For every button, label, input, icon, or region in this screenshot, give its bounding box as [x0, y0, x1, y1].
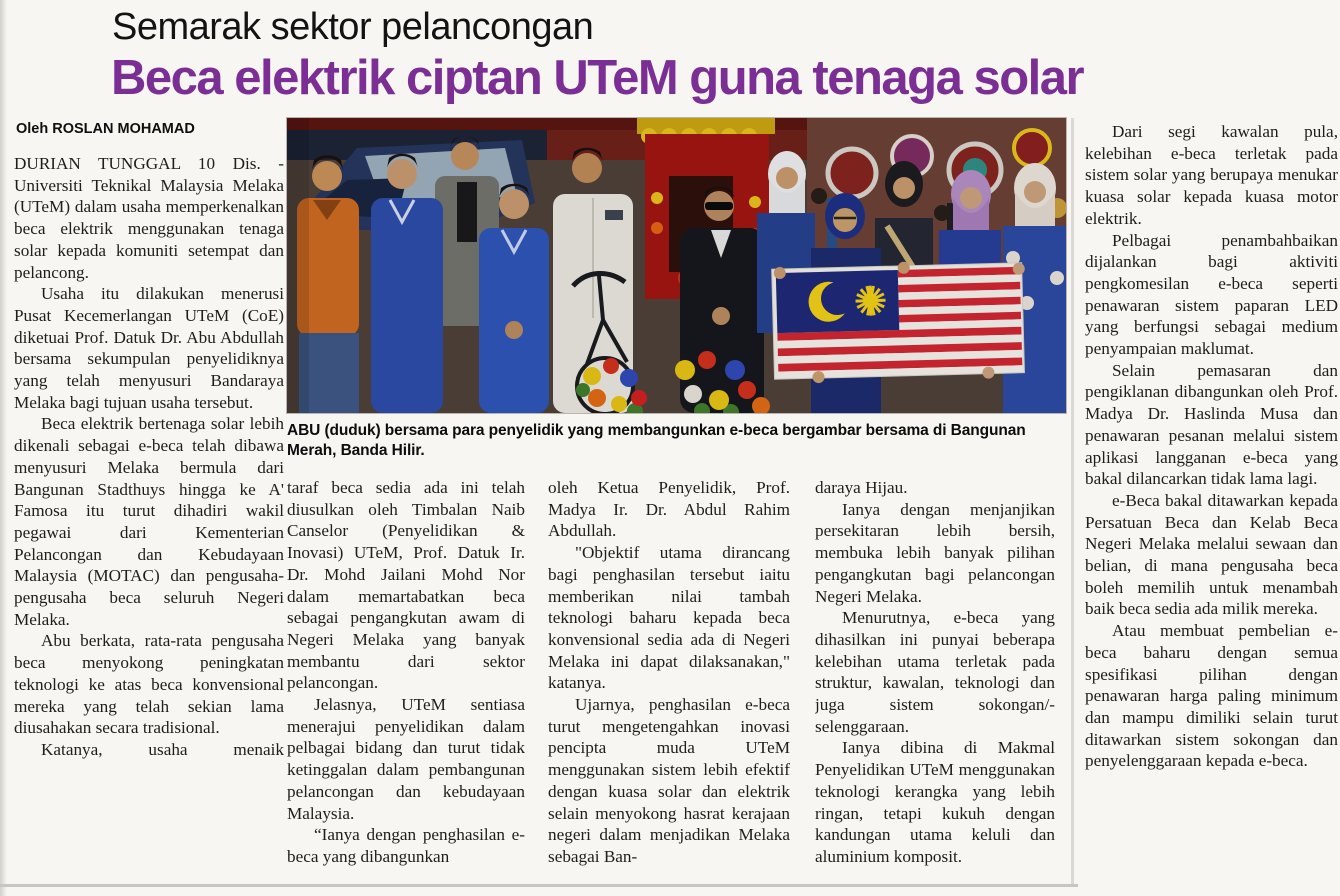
paragraph: Abu berkata, rata-rata pengusaha beca menyokong peningkatan teknologi ke atas beca konvensional mereka yang telah sekian lama diusahakan secara tradisional. — [14, 631, 284, 738]
paragraph: daraya Hijau. — [815, 478, 908, 497]
byline: Oleh ROSLAN MOHAMAD — [16, 121, 195, 137]
paragraph: taraf beca sedia ada ini telah diusulkan oleh Timbalan Naib Canselor (Penyelidikan & Inovasi) UTeM, Prof. Datuk Ir. Dr. Mohd Jailani Mohd Nor dalam memartabatkan beca sebagai pengangkutan awam di Negeri Melaka yang banyak membantu dari sektor pelancongan. — [287, 478, 525, 693]
paragraph: “Ianya dengan penghasilan e-beca yang dibangunkan — [287, 825, 525, 866]
paragraph: "Objektif utama dirancang bagi penghasilan tersebut iaitu memberikan nilai tambah teknologi baharu kepada beca konvensional sedia ada di Negeri Melaka ini dapat dilaksanakan," katanya. — [548, 543, 790, 693]
article-column-4 — [815, 477, 1055, 889]
paragraph: DURIAN TUNGGAL 10 Dis. - Universiti Teknikal Malaysia Melaka (UTeM) dalam usaha memperkenalkan beca elektrik menggunakan tenaga solar kepada komuniti setempat dan pelancong. — [14, 154, 284, 282]
scan-edge-artifact — [0, 0, 7, 896]
scan-bottom-line — [0, 884, 1078, 887]
paragraph: Ujarnya, penghasilan e-beca turut mengetengahkan inovasi pencipta muda UTeM menggunakan sistem lebih efektif dengan kuasa solar dan elektrik selain menyokong hasrat kerajaan negeri dalam menjadikan Melaka sebagai Ban- — [548, 695, 790, 866]
group-photo-illustration — [287, 118, 1066, 413]
paragraph: Selain pemasaran dan pengiklanan dibangunkan oleh Prof. Madya Dr. Haslinda Musa dan penawaran pesanan melalui sistem aplikasi langganan e-beca yang bakal dilancarkan tidak lama lagi. — [1085, 360, 1338, 489]
article-column-3 — [548, 477, 790, 889]
scan-column-streak — [1071, 118, 1074, 884]
main-headline: Beca elektrik ciptan UTeM guna tenaga solar — [111, 51, 1084, 105]
article-column-5 — [1085, 121, 1338, 889]
photo-caption: ABU (duduk) bersama para penyelidik yang membangunkan e-beca bergambar bersama di Bangunan Merah, Banda Hilir. — [287, 422, 1026, 459]
paragraph: Ianya dibina di Makmal Penyelidikan UTeM menggunakan teknologi kerangka yang lebih ringan, tetapi kukuh dengan kandungan utama keluli dan aluminium komposit. — [815, 738, 1055, 866]
paragraph: Atau membuat pembelian e-beca baharu dengan semua spesifikasi pilihan dengan penawaran harga paling minimum dan mampu dimiliki selain turut ditawarkan sistem sokongan dan penyelenggaraan kepada e-beca. — [1085, 621, 1338, 771]
paragraph: Katanya, usaha menaik — [41, 739, 284, 759]
paragraph: Ianya dengan menjanjikan persekitaran lebih bersih, membuka lebih banyak pilihan pengangkutan bagi pelancongan Negeri Melaka. — [815, 499, 1055, 606]
paragraph: oleh Ketua Penyelidik, Prof. Madya Ir. Dr. Abdul Rahim Abdullah. — [548, 478, 790, 541]
paragraph: Jelasnya, UTeM sentiasa menerajui penyelidikan dalam pelbagai bidang dan turut tidak ketinggalan dalam pembangunan pelancongan dan kebudayaan Malaysia. — [287, 695, 525, 823]
kicker-headline: Semarak sektor pelancongan — [112, 6, 594, 48]
paragraph: Pelbagai penambahbaikan dijalankan bagi aktiviti pengkomesilan e-beca seperti penawaran sistem paparan LED yang berfungsi sebagai medium penyampaian maklumat. — [1085, 230, 1338, 359]
paragraph: Usaha itu dilakukan menerusi Pusat Kecemerlangan UTeM (CoE) diketuai Prof. Datuk Dr. Abu Abdullah bersama sekumpulan penyelidiknya yang telah menyusuri Bandaraya Melaka bagi tujuan usaha tersebut. — [14, 284, 284, 412]
paragraph: Menurutnya, e-beca yang dihasilkan ini punyai beberapa kelebihan utama terletak pada struktur, kawalan, teknologi dan juga sistem sokongan/-selenggaraan. — [815, 608, 1055, 736]
article-column-2 — [287, 477, 525, 889]
paragraph: e-Beca bakal ditawarkan kepada Persatuan Beca dan Kelab Beca Negeri Melaka melalui sewaan dan belian, di mana pengusaha beca boleh memilih untuk menambah baik beca sedia ada milik mereka. — [1085, 490, 1338, 619]
article-column-1 — [14, 153, 284, 886]
paragraph: Beca elektrik bertenaga solar lebih dikenali sebagai e-beca telah dibawa menyusuri Melaka bermula dari Bangunan Stadthuys hingga ke A' Famosa itu turut dihadiri wakil pegawai dari Kementerian Pelancongan dan Kebudayaan Malaysia (MOTAC) dan pengusaha-pengusaha beca seluruh Negeri Melaka. — [14, 414, 284, 629]
article-photo — [287, 118, 1066, 413]
paragraph: Dari segi kawalan pula, kelebihan e-beca terletak pada sistem solar yang berupaya menukar kuasa solar kepada kuasa motor elektrik. — [1085, 122, 1338, 228]
